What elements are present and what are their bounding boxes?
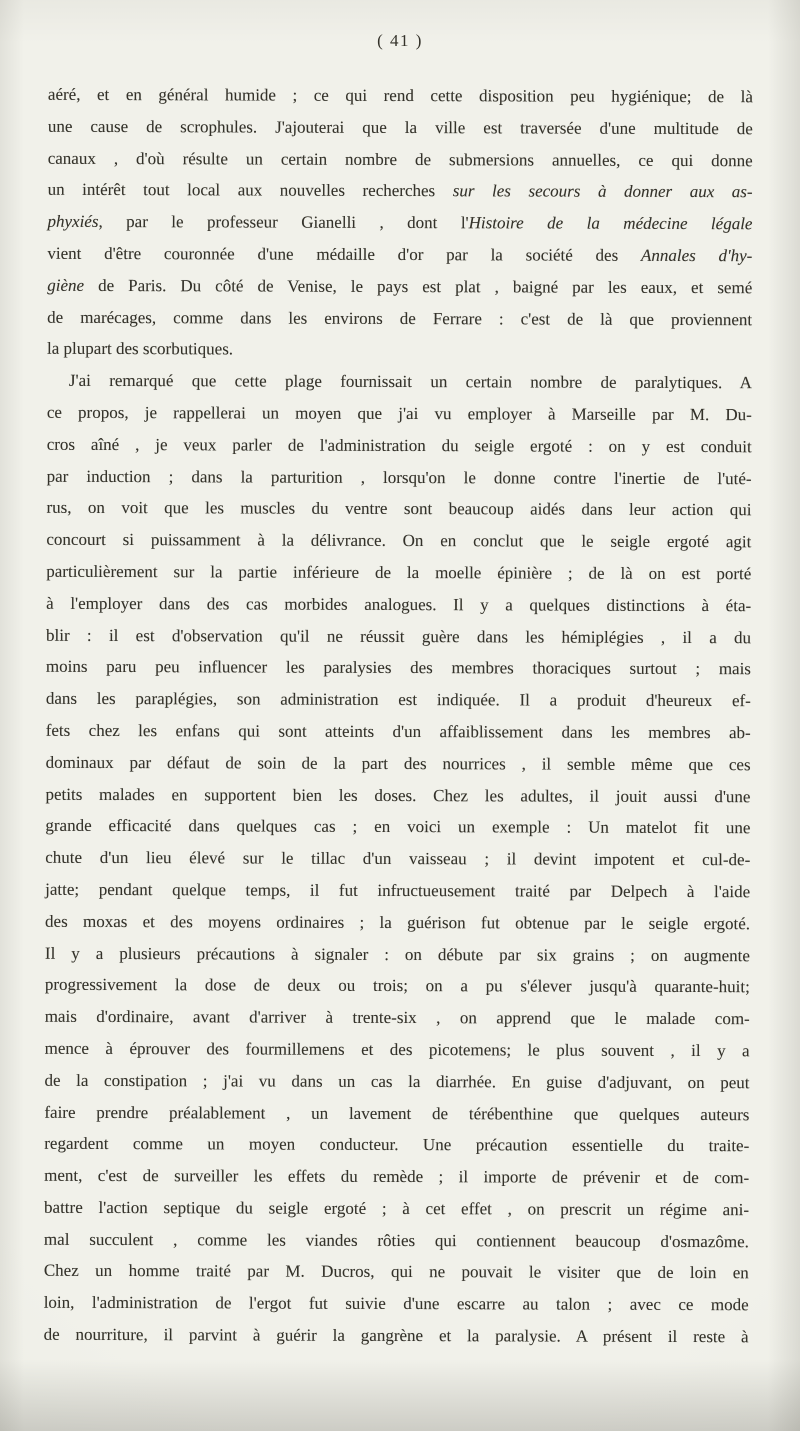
text-line bbox=[46, 746, 751, 780]
text-line bbox=[47, 238, 752, 272]
text-run: aéré, et en général humide ; ce qui rend cette disposition peu hygiénique; de là bbox=[47, 84, 753, 107]
italic-run: sur les secours à donner aux as- bbox=[452, 181, 753, 202]
text-run: jatte; pendant quelque temps, il fut infructueusement traité par Delpech à l'aide bbox=[45, 879, 751, 902]
text-run: par induction ; dans la parturition , lorsqu'on le donne contre l'inertie de l'uté- bbox=[46, 466, 752, 488]
text-run: blir : il est d'observation qu'il ne réussit guère dans les hémiplégies , il a du bbox=[46, 625, 752, 647]
text-run: loin, l'administration de l'ergot fut suivie d'une escarre au talon ; avec ce mode bbox=[43, 1293, 749, 1315]
text-line bbox=[47, 365, 752, 399]
text-line bbox=[44, 1128, 749, 1162]
text-run: petits malades en supportent bien les doses. Chez les adultes, il jouit aussi d'une bbox=[45, 784, 751, 806]
text-line bbox=[48, 79, 753, 113]
italic-run: Annales d'hy- bbox=[640, 245, 753, 266]
italic-run: phyxiés bbox=[47, 211, 99, 232]
text-line bbox=[45, 1001, 750, 1035]
text-run: dans les paraplégies, son administration est indiquée. Il a produit d'heureux ef- bbox=[45, 688, 751, 711]
text-run: cros aîné , je veux parler de l'administration du seigle ergoté : on y est conduit bbox=[46, 434, 752, 456]
text-run: chute d'un lieu élevé sur le tillac d'un vaisseau ; il devint impotent et cul-de- bbox=[45, 847, 751, 870]
text-run: un intérêt tout local aux nouvelles recherches bbox=[47, 180, 453, 201]
text-line bbox=[44, 1064, 749, 1098]
text-line bbox=[44, 1096, 749, 1130]
text-run: la plupart des scorbutiques. bbox=[47, 339, 234, 359]
text-line bbox=[48, 142, 753, 176]
text-line bbox=[46, 619, 751, 653]
text-line bbox=[46, 588, 751, 622]
paragraph bbox=[47, 79, 753, 368]
text-line bbox=[44, 1255, 749, 1289]
text-line bbox=[45, 842, 750, 876]
text-line bbox=[44, 1223, 749, 1257]
text-run: ce propos, je rappellerai un moyen que j'ai vu employer à Marseille par M. Du- bbox=[46, 402, 752, 425]
text-run: une cause de scrophules. J'ajouterai que la ville est traversée d'une multitude de bbox=[47, 116, 753, 139]
text-line bbox=[48, 174, 753, 208]
text-line bbox=[47, 270, 752, 304]
text-run: mence à éprouver des fourmillemens et des picotemens; le plus souvent , il y a bbox=[44, 1038, 750, 1061]
text-line bbox=[47, 206, 752, 240]
text-run: rus, on voit que les muscles du ventre sont beaucoup aidés dans leur action qui bbox=[46, 498, 752, 520]
text-line bbox=[44, 1319, 749, 1353]
text-run: concourt si puissamment à la délivrance. On en conclut que le seigle ergoté agit bbox=[46, 529, 752, 552]
text-line bbox=[47, 460, 752, 494]
text-line bbox=[46, 683, 751, 717]
text-block bbox=[44, 79, 753, 1353]
text-run: moins paru peu influencer les paralysies des membres thoraciques surtout ; mais bbox=[45, 657, 751, 679]
text-line bbox=[47, 301, 752, 335]
page-number: ( 41 ) bbox=[377, 31, 423, 50]
italic-run: giène bbox=[47, 275, 85, 295]
text-run: à l'employer dans des cas morbides analogues. Il y a quelques distinctions à éta- bbox=[46, 593, 752, 615]
text-run: , par le professeur Gianelli , dont l' bbox=[98, 212, 469, 233]
text-line bbox=[45, 905, 750, 939]
italic-run: Histoire de la médecine légale bbox=[468, 213, 753, 234]
text-line bbox=[45, 778, 750, 812]
text-run: faire prendre préalablement , un lavement de térébenthine que quelques auteurs bbox=[44, 1102, 750, 1124]
text-line bbox=[46, 715, 751, 749]
text-run: de Paris. Du côté de Venise, le pays est plat , baigné par les eaux, et semé bbox=[84, 275, 753, 298]
text-run: mais d'ordinaire, avant d'arriver à trente-six , on apprend que le malade com- bbox=[44, 1006, 750, 1029]
text-line bbox=[45, 810, 750, 844]
text-run: Chez un homme traité par M. Ducros, qui ne pouvait le visiter que de loin en bbox=[43, 1261, 749, 1283]
text-line bbox=[47, 429, 752, 463]
text-run: ment, c'est de surveiller les effets du remède ; il importe de prévenir et de com- bbox=[44, 1165, 750, 1188]
text-line bbox=[46, 651, 751, 685]
text-run: des moxas et des moyens ordinaires ; la guérison fut obtenue par le seigle ergoté. bbox=[45, 911, 751, 933]
text-run: Il y a plusieurs précautions à signaler : on débute par six grains ; on augmente bbox=[44, 943, 750, 965]
text-line bbox=[46, 524, 751, 558]
text-run: J'ai remarqué que cette plage fournissait un certain nombre de paralytiques. A bbox=[68, 371, 752, 393]
text-line bbox=[46, 556, 751, 590]
text-line bbox=[45, 969, 750, 1003]
text-line bbox=[44, 1287, 749, 1321]
text-run: grande efficacité dans quelques cas ; en voici un exemple : Un matelot fit une bbox=[45, 816, 751, 838]
text-line bbox=[46, 492, 751, 526]
text-run: dominaux par défaut de soin de la part des nourrices , il semble même que ces bbox=[45, 752, 751, 774]
text-line bbox=[45, 937, 750, 971]
text-line bbox=[44, 1192, 749, 1226]
text-run: battre l'action septique du seigle ergoté ; à cet effet , on prescrit un régime ani- bbox=[44, 1197, 750, 1220]
text-run: de nourriture, il parvint à guérir la gangrène et la paralysie. A présent il reste à bbox=[43, 1324, 749, 1347]
text-run: progressivement la dose de deux ou trois; on a pu s'élever jusqu'à quarante-huit; bbox=[44, 975, 750, 997]
text-line bbox=[47, 333, 752, 367]
text-run: vient d'être couronnée d'une médaille d'or par la société des bbox=[47, 243, 642, 265]
text-run: de marécages, comme dans les environs de Ferrare : c'est de là que proviennent bbox=[47, 307, 753, 329]
text-line bbox=[45, 1033, 750, 1067]
paragraph bbox=[44, 365, 752, 1353]
text-run: canaux , d'où résulte un certain nombre de submersions annuelles, ce qui donne bbox=[47, 148, 753, 170]
text-run: mal succulent , comme les viandes rôties qui contiennent beaucoup d'osmazôme. bbox=[43, 1229, 749, 1251]
text-line bbox=[44, 1160, 749, 1194]
text-run: de la constipation ; j'ai vu dans un cas la diarrhée. En guise d'adjuvant, on peut bbox=[44, 1070, 750, 1092]
text-run: fets chez les enfans qui sont atteints d'un affaiblissement dans les membres ab- bbox=[45, 720, 751, 743]
text-run: particulièrement sur la partie inférieure de la moelle épinière ; de là on est porté bbox=[46, 561, 752, 584]
text-line bbox=[45, 874, 750, 908]
text-line bbox=[47, 397, 752, 431]
text-line bbox=[48, 111, 753, 145]
text-run: regardent comme un moyen conducteur. Une précaution essentielle du traite- bbox=[44, 1134, 750, 1156]
